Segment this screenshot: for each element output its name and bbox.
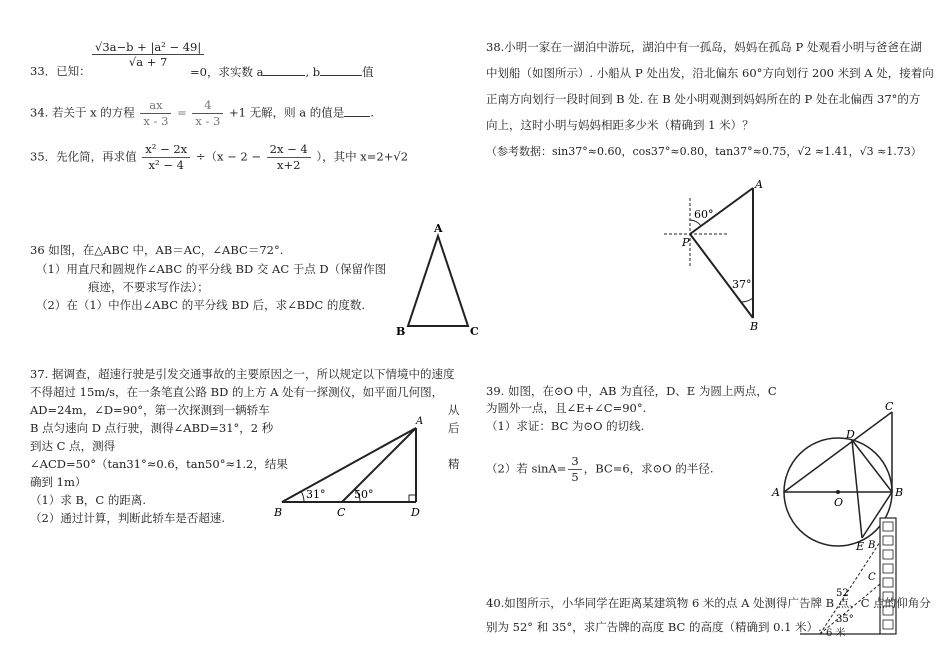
q39-sin-fraction: [568, 454, 581, 485]
q38-angle-37: 37°: [732, 278, 752, 291]
q37-line-4-right: 后: [448, 421, 460, 435]
q36-line-2: （1）用直尺和圆规作∠ABC 的平分线 BD 交 AC 于点 D（保留作图: [36, 262, 387, 276]
q40-distance-label: 6 米: [826, 628, 846, 639]
q38-line-1: 38.小明一家在一湖泊中游玩，湖泊中有一孤岛，妈妈在孤岛 P 处观看小明与爸爸在湖: [486, 40, 922, 54]
q33-blank-b[interactable]: [320, 64, 362, 76]
q39-line-4-lead: （2）若 sinA=: [486, 461, 567, 476]
q34-end: .: [370, 105, 374, 120]
q39-line-2: 为圆外一点，且∠E+∠C=90°.: [486, 401, 647, 415]
q33-blank-a[interactable]: [263, 64, 305, 76]
q35-lead: 35．先化简，再求值: [30, 149, 137, 164]
q39-sin-den: 5: [571, 470, 579, 484]
q37-line-2: 不得超过 15m/s，在一条笔直公路 BD 的上方 A 处有一探测仪，如平面几何图，: [30, 385, 444, 399]
q37-line-7: 确到 1m）: [30, 475, 87, 489]
q36-triangle-figure: [392, 222, 482, 340]
q36-label-a: A: [434, 222, 443, 235]
q39-line-ac: [784, 412, 892, 492]
q37-line-ab: [282, 428, 416, 502]
q37-label-a: A: [416, 416, 424, 427]
q38-line-pb: [690, 234, 753, 318]
q33-numerator: √3a−b + |a² − 49|: [92, 40, 204, 55]
q37-line-6: ∠ACD=50°（tan31°≈0.6，tan50°≈1.2，结果: [30, 457, 288, 471]
q39-label-a: A: [772, 486, 780, 499]
q35-fraction-2: [267, 142, 311, 173]
q33-text-b: , b: [305, 65, 321, 79]
q38-line-5: （参考数据：sin37°≈0.60，cos37°≈0.80，tan37°≈0.75，√2 ≈1.41，√3 ≈1.73）: [486, 145, 922, 158]
q37-figure: [270, 410, 440, 522]
q39-line-4-tail: ，BC=6，求⊙O 的半径.: [583, 461, 714, 476]
q38-label-b: B: [750, 320, 759, 333]
q37-label-b: B: [274, 506, 283, 519]
q34-fraction-2: [192, 98, 223, 129]
q34-f2-den: x - 3: [195, 114, 221, 128]
q36-triangle: [408, 236, 468, 326]
q36-label-b: B: [396, 325, 406, 338]
q39-label-e: E: [856, 540, 865, 553]
q40-label-b: B: [868, 540, 876, 551]
q38-figure: [658, 176, 778, 334]
q38-line-4: 向上，这时小明与妈妈相距多少米（精确到 1 米）？: [486, 118, 754, 132]
q35-fraction-1: [142, 142, 190, 173]
question-35: [30, 142, 408, 173]
q37-angle-31: 31°: [306, 488, 326, 501]
q36-line-1: 36 如图，在△ABC 中，AB＝AC，∠ABC＝72°.: [30, 243, 284, 257]
q34-blank[interactable]: [344, 105, 370, 117]
q34-f2-num: 4: [192, 98, 223, 114]
q40-line-1: 40.如图所示，小华同学在距离某建筑物 6 米的点 A 处测得广告牌 B 点、C 点的仰角分: [486, 596, 931, 610]
q34-equals: =: [177, 105, 187, 120]
q39-label-b: B: [895, 486, 904, 499]
q33-text-a: =0，求实数 a: [190, 65, 264, 79]
q37-line-3-right: 从: [448, 403, 460, 417]
q38-label-a: A: [755, 178, 763, 191]
q34-f1-num: ax: [140, 98, 171, 114]
q37-line-4: B 点匀速向 D 点行驶，测得∠ABD=31°，2 秒: [30, 421, 274, 435]
q36-label-c: C: [470, 325, 479, 338]
q39-center-dot: [836, 490, 840, 494]
q39-sin-num: 3: [568, 454, 581, 470]
q33-label: 33．已知：: [30, 64, 91, 78]
q37-arc-31: [301, 491, 304, 502]
q36-line-3: 痕迹，不要求写作法）；: [88, 280, 209, 294]
q40-angle-35: 35°: [836, 614, 854, 625]
q40-angle-52: 52: [836, 588, 849, 599]
q34-lead: 34. 若关于 x 的方程: [30, 105, 135, 120]
q35-f1-num: x² − 2x: [142, 142, 190, 158]
q38-label-p: P: [682, 236, 690, 249]
q37-right-angle: [409, 495, 416, 502]
q38-arc-37: [741, 298, 753, 302]
q39-line-3: （1）求证：BC 为⊙O 的切线.: [486, 419, 645, 433]
q40-building: [880, 518, 896, 634]
q35-value: x=2+√2: [360, 149, 409, 164]
q35-f1-den: x² − 4: [148, 158, 184, 172]
q37-line-3: AD=24m，∠D=90°，第一次探测到一辆轿车: [30, 403, 270, 417]
q38-line-3: 正南方向划行一段时间到 B 处. 在 B 处小明观测到妈妈所在的 P 处在北偏西 37°的方: [486, 92, 921, 106]
q34-f1-den: x - 3: [143, 114, 169, 128]
q40-label-c: C: [868, 572, 876, 583]
q34-tail: +1 无解，则 a 的值是: [229, 105, 345, 120]
q39-label-o: O: [834, 496, 844, 509]
q40-line-2: 别为 52° 和 35°，求广告牌的高度 BC 的高度（精确到 0.1 米）.: [486, 620, 822, 634]
q39-line-1: 39. 如图，在⊙O 中，AB 为直径，D、E 为圆上两点，C: [486, 384, 777, 398]
q37-line-1: 37. 据调查，超速行驶是引发交通事故的主要原因之一，所以规定以下情境中的速度: [30, 367, 455, 381]
q37-line-9: （2）通过计算，判断此轿车是否超速.: [30, 511, 225, 525]
q37-line-8: （1）求 B，C 的距离.: [30, 493, 147, 507]
q38-angle-60: 60°: [694, 208, 714, 221]
q35-f2-num: 2x − 4: [267, 142, 311, 158]
q38-line-2: 中划船（如图所示）. 小船从 P 处出发，沿北偏东 60°方向划行 200 米到 A 处，接着向: [486, 66, 934, 80]
q37-line-5: 到达 C 点，测得: [30, 439, 116, 453]
q37-line-6-right: 精: [448, 457, 460, 471]
q33-fraction: [92, 40, 204, 69]
q39-label-d: D: [846, 428, 855, 441]
q36-line-4: （2）在（1）中作出∠ABC 的平分线 BD 后，求∠BDC 的度数.: [36, 298, 366, 312]
q37-label-c: C: [337, 506, 346, 519]
q39-line-4: [486, 454, 714, 485]
q39-label-c: C: [885, 400, 894, 413]
q33-denominator: √a + 7: [128, 55, 168, 69]
q35-close: ），其中: [316, 149, 357, 164]
q37-label-d: D: [411, 506, 420, 519]
q34-fraction-1: [140, 98, 171, 129]
q35-mid: ÷（x − 2 −: [195, 149, 261, 164]
q33-text-c: 值: [362, 65, 374, 79]
q37-angle-50: 50°: [354, 488, 374, 501]
q35-f2-den: x+2: [276, 158, 301, 172]
question-34: [30, 98, 374, 129]
